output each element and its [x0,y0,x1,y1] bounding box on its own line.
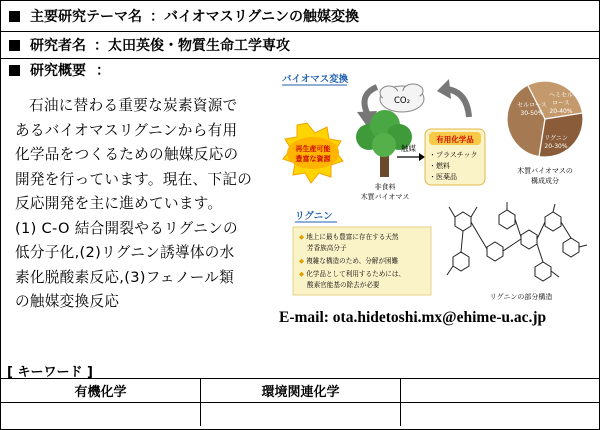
pie-caption-line1: 木質バイオマスの [517,167,573,175]
renewable-line2: 豊富な資源 [295,155,331,163]
table-row [1,379,599,403]
pie-cellulose-line1: セルロース [517,102,547,109]
lignin-structure-icon [447,202,587,281]
overview-line: 素化脱酸素反応,(3)フェノール類 [15,268,234,286]
lignin-title: リグニン [295,211,333,222]
useful-item: ・プラスチック [429,151,478,159]
theme-label: 主要研究テーマ名 [30,9,142,25]
keyword-cell [1,403,201,427]
cycle-arrow-right-head-icon [437,79,451,99]
keyword-table [1,378,599,426]
catalyst-arrow-head-icon [419,153,425,161]
co2-label: CO₂ [393,96,411,106]
theme-row [1,1,599,32]
overview-body [15,94,275,315]
overview-line: 低分子化,(2)リグニン誘導体の水 [15,244,235,261]
renewable-line1: 再生産可能 [295,145,331,153]
keyword-cell [401,403,600,427]
researcher-value: ：太田英俊・物質生命工学専攻 [94,38,290,54]
structure-caption: リグニンの部分構造 [489,293,553,301]
pie-caption-line2: 構成成分 [531,177,559,185]
overview-line: 石油に替わる重要な炭素資源で [29,97,238,114]
square-bullet-icon [9,40,20,51]
keyword-cell [401,379,600,403]
useful-item: ・医薬品 [429,173,457,181]
useful-title: 有用化学品 [436,135,474,144]
overview-colon: ： [96,63,110,79]
lignin-bullet: ◆ 複雑な構造のため、分解が困難 [299,257,399,265]
overview-line: の触媒変換反応 [15,293,120,310]
email-address: E-mail: ota.hidetoshi.mx@ehime-u.ac.jp [279,309,547,326]
overview-line: 開発を行っています。現在、下記の [15,170,253,188]
lignin-bullet: ◆ 化学品として利用するためには、 [299,270,406,278]
keyword-cell: 有機化学 [1,379,201,403]
biomass-title: バイオマス変換 [282,74,349,85]
overview-line: (1) C-O 結合開裂やるリグニンの [15,219,238,237]
table-row [1,403,599,427]
pie-lignin-line2: 20-30% [544,143,568,150]
nonfood-line2: 木質バイオマス [360,193,410,201]
keyword-label: [ キーワード ] [7,365,93,380]
nonfood-line1: 非食料 [374,183,396,191]
lignin-bullet: ◆ 地上に最も豊富に存在する天然 [299,233,399,241]
pie-lignin-line1: リグニン [544,135,568,142]
square-bullet-icon [9,65,20,76]
overview-line: 反応開発を主に進めています。 [15,195,223,212]
researcher-label: 研究者名 [30,38,86,54]
square-bullet-icon [9,11,20,22]
biomass-figure [277,67,595,305]
keyword-cell [201,403,401,427]
catalyst-label: 触媒 [401,144,416,153]
researcher-row [1,32,599,59]
pie-hemi-line2: ロース [552,100,570,107]
pie-hemi-line1: ヘミセル [548,92,574,99]
sun-icon [283,123,343,183]
overview-label: 研究概要 [30,63,86,79]
pie-cellulose-line2: 30-50% [520,110,544,117]
pie-hemi-line3: 20-40% [549,108,573,115]
keyword-cell: 環境関連化学 [201,379,401,403]
lignin-bullet-cont: 芳香族高分子 [307,244,347,252]
overview-line: あるバイオマスリグニンから有用 [15,121,238,139]
overview-line: 化学品をつくるための触媒反応の [15,146,239,163]
theme-value: ：バイオマスリグニンの触媒変換 [150,9,360,25]
useful-item: ・燃料 [429,162,450,170]
lignin-bullet-cont: 酸素官能基の除去が必要 [307,281,380,289]
